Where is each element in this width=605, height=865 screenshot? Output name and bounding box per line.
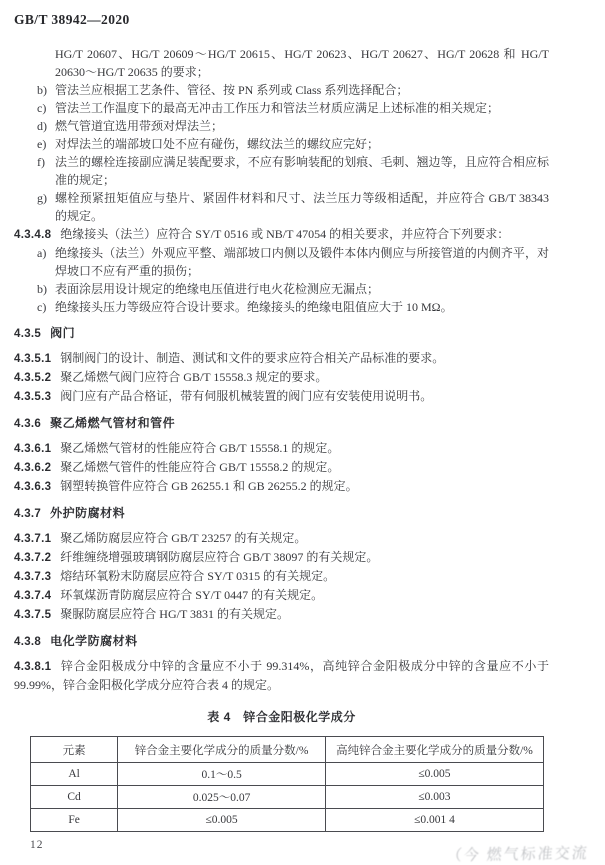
clause-number: 4.3.6.3 [14,481,52,493]
column-header: 锌合金主要化学成分的质量分数/% [118,737,326,763]
clause-text: 聚乙烯防腐层应符合 GB/T 23257 的有关规定。 [60,531,307,545]
clause-number: 4.3.5.1 [14,353,52,365]
clause [14,567,549,586]
clause-number: 4.3.4.8 [14,229,52,241]
list-item-label: b) [37,282,47,296]
clause-number: 4.3.7.5 [14,609,52,621]
list-item-text: HG/T 20607、HG/T 20609～HG/T 20615、HG/T 20623、HG/T 20627、HG/T 20628 和 HG/T 20630～HG/T 20635 的要求； [55,47,549,79]
list-item-text: 燃气管道宜选用带颈对焊法兰； [55,119,224,133]
table-row [31,763,544,786]
list-item [14,45,549,81]
clause-text: 阀门 [50,326,76,340]
clause-number: 4.3.7.1 [14,533,52,545]
clause-number: 4.3.5.2 [14,372,52,384]
table-cell: Cd [31,786,118,809]
clause-number: 4.3.5.3 [14,391,52,403]
list-item-text: 螺栓预紧扭矩值应与垫片、紧固件材料和尺寸、法兰压力等级相适配，并应符合 GB/T 38343 的规定。 [55,191,549,223]
list-item [14,244,549,280]
list-item-text: 对焊法兰的端部坡口处不应有碰伤，螺纹法兰的螺纹应完好； [55,137,380,151]
clause-text: 聚乙烯燃气管材和管件 [50,416,176,430]
document-body [14,45,549,694]
list-item [14,280,549,298]
list-item [14,298,549,316]
clause-text: 聚乙烯燃气阀门应符合 GB/T 15558.3 规定的要求。 [60,370,328,384]
clause-text: 阀门应有产品合格证，带有伺服机械装置的阀门应有安装使用说明书。 [60,389,433,403]
list-item-label: c) [37,101,47,115]
table-cell: ≤0.003 [325,786,543,809]
clause-number: 4.3.8.1 [14,661,52,673]
clause-number: 4.3.6.2 [14,462,52,474]
list-item-label: e) [37,137,47,151]
column-header: 元素 [31,737,118,763]
clause [14,368,549,387]
list-item-label: a) [37,246,47,260]
list-item-text: 法兰的螺栓连接副应满足装配要求，不应有影响装配的划痕、毛刺、翘边等，且应符合相应标准的规定； [55,155,549,187]
section-heading [14,414,549,433]
clause-number: 4.3.6.1 [14,443,52,455]
list-item-label: d) [37,119,47,133]
table-cell: Fe [31,809,118,832]
list-item [14,81,549,99]
clause [14,605,549,624]
clause-number: 4.3.7 [14,508,42,520]
section-heading [14,324,549,343]
section-heading [14,632,549,651]
table-caption: 表 4 锌合金阳极化学成分 [207,710,356,724]
clause-number: 4.3.7.3 [14,571,52,583]
list-item [14,99,549,117]
clause-text: 聚乙烯燃气管件的性能应符合 GB/T 15558.2 的规定。 [60,460,340,474]
clause [14,458,549,477]
clause [14,657,549,694]
list-item-label: b) [37,83,47,97]
clause [14,349,549,368]
clause-text: 纤维缠绕增强玻璃钢防腐层应符合 GB/T 38097 的有关规定。 [60,550,379,564]
table-row [31,809,544,832]
clause-number: 4.3.7.2 [14,552,52,564]
clause [14,477,549,496]
table-cell: ≤0.005 [118,809,326,832]
clause-text: 绝缘接头（法兰）应符合 SY/T 0516 或 NB/T 47054 的相关要求，并应符合下列要求： [60,227,510,241]
doc-code: GB/T 38942—2020 [14,12,130,27]
list-item-text: 管法兰应根据工艺条件、管径、按 PN 系列或 Class 系列选择配合； [55,83,409,97]
table-cell: 0.025～0.07 [118,786,326,809]
clause-text: 锌合金阳极成分中锌的含量应不小于 99.314%，高纯锌合金阳极成分中锌的含量应不小于 99.99%，锌合金阳极化学成分应符合表 4 的规定。 [14,659,549,692]
table-cell: Al [31,763,118,786]
clause-text: 聚乙烯燃气管材的性能应符合 GB/T 15558.1 的规定。 [60,441,340,455]
watermark: （今 燃气标准交流 [446,845,590,865]
list-item [14,135,549,153]
table-header [31,737,544,763]
clause-text: 电化学防腐材料 [50,634,138,648]
clause-text: 钢塑转换管件应符合 GB 26255.1 和 GB 26255.2 的规定。 [60,479,358,493]
clause-text: 聚脲防腐层应符合 HG/T 3831 的有关规定。 [60,607,290,621]
clause-text: 钢制阀门的设计、制造、测试和文件的要求应符合相关产品标准的要求。 [60,351,445,365]
clause-text: 外护防腐材料 [50,506,126,520]
list-item [14,117,549,135]
clause-number: 4.3.8 [14,636,42,648]
clause [14,529,549,548]
table-cell: 0.1～0.5 [118,763,326,786]
table-cell: ≤0.001 4 [325,809,543,832]
list-item-label: g) [37,191,47,205]
clause [14,439,549,458]
list-item-text: 管法兰工作温度下的最高无冲击工作压力和管法兰材质应满足上述标准的相关规定； [55,101,500,115]
list-item [14,153,549,189]
list-item-label: c) [37,300,47,314]
list-item-text: 绝缘接头压力等级应符合设计要求。绝缘接头的绝缘电阻值应大于 10 MΩ。 [55,300,453,314]
clause-number: 4.3.7.4 [14,590,52,602]
clause-text: 熔结环氧粉末防腐层应符合 SY/T 0315 的有关规定。 [60,569,336,583]
page-number: 12 [30,839,44,851]
section-heading [14,504,549,523]
table-cell: ≤0.005 [325,763,543,786]
list-item-label [37,45,55,81]
clause [14,225,549,244]
clause-number: 4.3.6 [14,418,42,430]
list-item [14,189,549,225]
clause [14,548,549,567]
table-4 [30,736,544,832]
list-item-label: f) [37,155,45,169]
table-row [31,786,544,809]
column-header: 高纯锌合金主要化学成分的质量分数/% [325,737,543,763]
clause [14,586,549,605]
clause-text: 环氧煤沥青防腐层应符合 SY/T 0447 的有关规定。 [60,588,324,602]
clause-number: 4.3.5 [14,328,42,340]
list-item-text: 表面涂层用设计规定的绝缘电压值进行电火花检测应无漏点； [55,282,380,296]
clause [14,387,549,406]
list-item-text: 绝缘接头（法兰）外观应平整、端部坡口内侧以及锻件本体内侧应与所接管道的内侧齐平，对焊坡口不应有严重的损伤； [55,246,549,278]
